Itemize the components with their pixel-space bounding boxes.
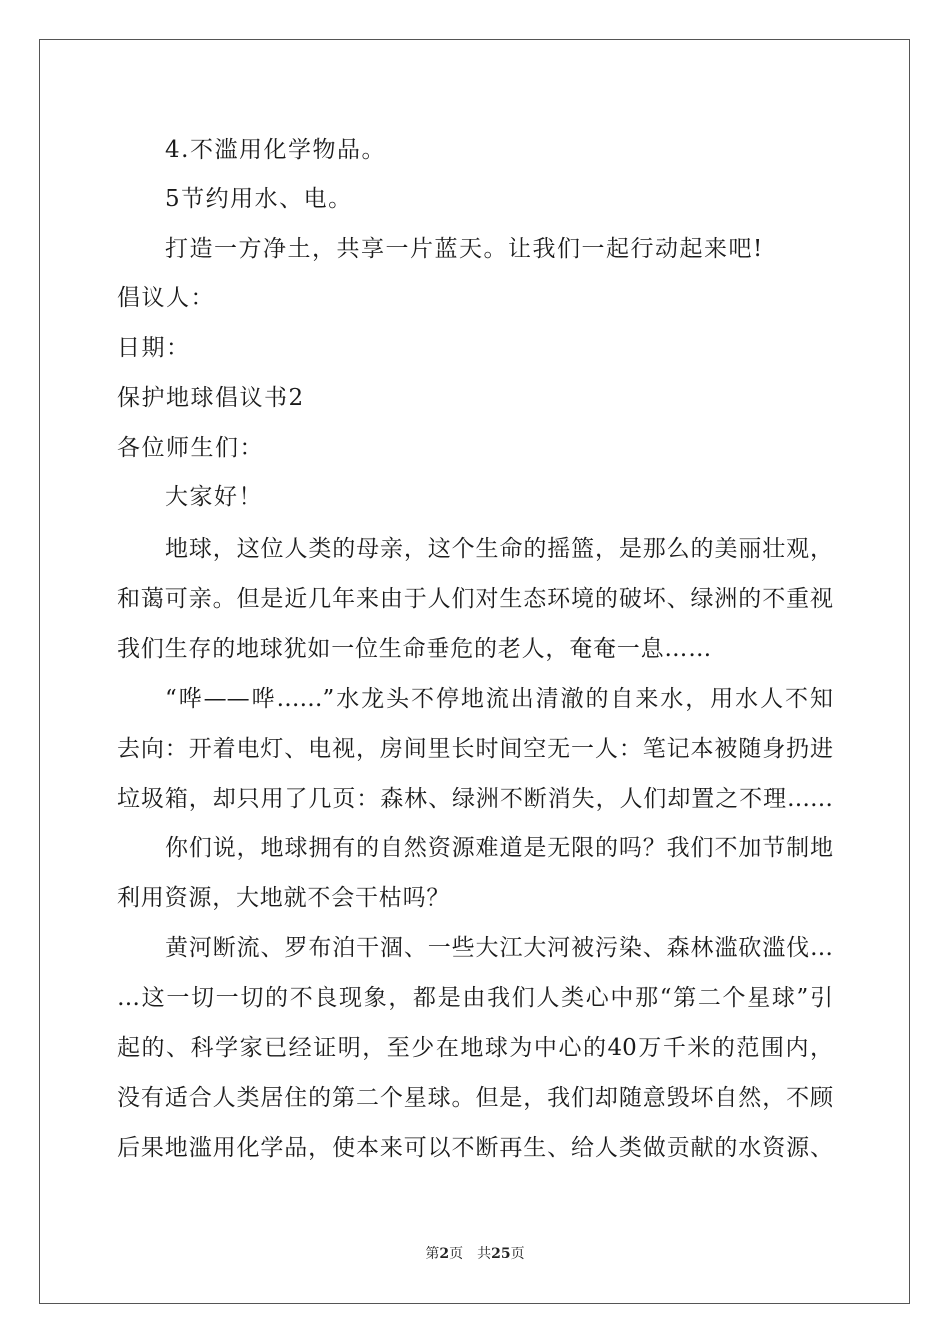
section-title: 保护地球倡议书2 <box>117 385 305 411</box>
paragraph-line: 我们生存的地球犹如一位生命垂危的老人，奄奄一息…… <box>117 636 712 662</box>
paragraph-line: 起的、科学家已经证明，至少在地球为中心的40万千米的范围内， <box>117 1035 833 1061</box>
paragraph-line: 和蔼可亲。但是近几年来由于人们对生态环境的破坏、绿洲的不重视 <box>117 586 833 612</box>
paragraph-line: 黄河断流、罗布泊干涸、一些大江大河被污染、森林滥砍滥伐… <box>165 935 833 961</box>
page-footer <box>0 1244 950 1264</box>
paragraph-line: “哗——哗……”水龙头不停地流出清澈的自来水，用水人不知 <box>165 686 833 712</box>
paragraph-line: 去向：开着电灯、电视，房间里长时间空无一人：笔记本被随身扔进 <box>117 736 833 762</box>
text-line: 倡议人： <box>117 285 215 311</box>
page-mid: 页 共 <box>449 1246 492 1262</box>
text-line: 日期： <box>117 335 191 361</box>
paragraph-line: 垃圾箱，却只用了几页：森林、绿洲不断消失，人们却置之不理…… <box>117 786 833 812</box>
paragraph-line: 利用资源，大地就不会干枯吗？ <box>117 885 451 911</box>
page-current: 2 <box>439 1246 450 1262</box>
greeting: 大家好！ <box>165 484 263 510</box>
text-line: 5节约用水、电。 <box>165 186 353 212</box>
page-border <box>39 39 910 1304</box>
paragraph-line: 你们说，地球拥有的自然资源难道是无限的吗？我们不加节制地 <box>165 835 833 861</box>
text-line: 打造一方净土，共享一片蓝天。让我们一起行动起来吧! <box>165 236 764 262</box>
salutation: 各位师生们： <box>117 435 264 461</box>
page-total: 25 <box>491 1246 511 1262</box>
text-line: 4.不滥用化学物品。 <box>165 137 386 163</box>
page-prefix: 第 <box>425 1246 440 1262</box>
paragraph-line: …这一切一切的不良现象，都是由我们人类心中那“第二个星球”引 <box>117 985 833 1011</box>
paragraph-line: 地球，这位人类的母亲，这个生命的摇篮，是那么的美丽壮观， <box>165 536 833 562</box>
paragraph-line: 后果地滥用化学品，使本来可以不断再生、给人类做贡献的水资源、 <box>117 1135 833 1161</box>
page-suffix: 页 <box>510 1246 525 1262</box>
paragraph-line: 没有适合人类居住的第二个星球。但是，我们却随意毁坏自然，不顾 <box>117 1085 833 1111</box>
